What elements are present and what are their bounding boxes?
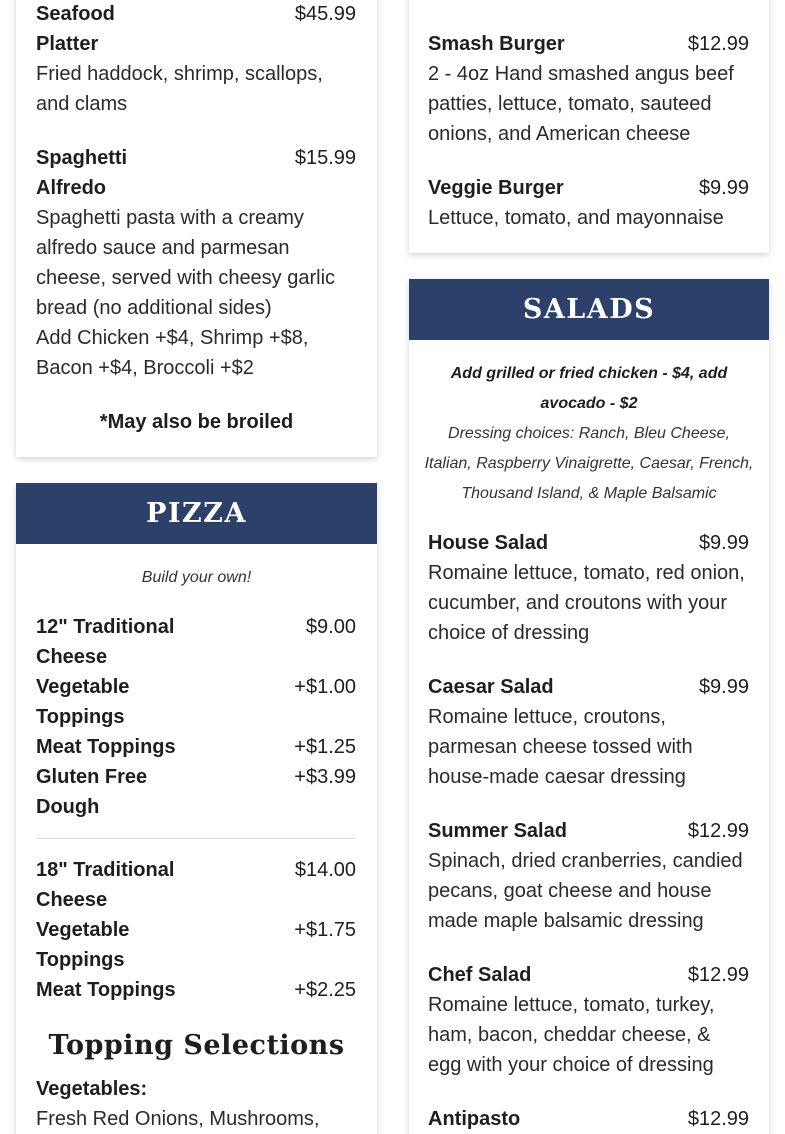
item-price: +$1.75 bbox=[294, 919, 356, 941]
item-price: +$2.25 bbox=[294, 979, 356, 1001]
pizza-12-group bbox=[36, 612, 356, 822]
item-name: Caesar Salad bbox=[428, 676, 554, 698]
item-name: Antipasto bbox=[428, 1108, 521, 1130]
menu-item-summer-salad bbox=[428, 816, 749, 936]
item-price: +$3.99 bbox=[294, 766, 356, 788]
item-name: Gluten Free Dough bbox=[36, 766, 148, 818]
item-name: House Salad bbox=[428, 532, 549, 554]
item-price: $15.99 bbox=[294, 147, 356, 169]
item-price: $9.99 bbox=[698, 676, 749, 698]
item-name: Seafood Platter bbox=[36, 3, 115, 55]
item-name: Smash Burger bbox=[428, 33, 565, 55]
menu-item-spaghetti-alfredo bbox=[36, 143, 356, 383]
pizza-divider bbox=[36, 838, 356, 839]
item-description: Romaine lettuce, croutons, parmesan cheese tossed with house-made caesar dressing bbox=[428, 706, 693, 788]
menu-item-antipasto bbox=[428, 1104, 749, 1134]
item-price: $12.99 bbox=[687, 33, 749, 55]
menu-item-chef-salad bbox=[428, 960, 749, 1080]
pizza-row bbox=[36, 672, 356, 732]
menu-item-seafood-platter bbox=[36, 0, 356, 119]
pizza-row bbox=[36, 732, 356, 762]
salads-dressing-note: Dressing choices: Ranch, Bleu Cheese, Italian, Raspberry Vinaigrette, Caesar, French, Thousand Island, & Maple Balsamic bbox=[424, 425, 754, 502]
menu-item-house-salad bbox=[428, 528, 749, 648]
salads-header: SALADS bbox=[409, 279, 769, 340]
item-name: Summer Salad bbox=[428, 820, 567, 842]
item-price: $14.00 bbox=[294, 859, 356, 881]
item-name: Meat Toppings bbox=[36, 736, 176, 758]
menu-item-caesar-salad bbox=[428, 672, 749, 792]
item-name: Meat Toppings bbox=[36, 979, 176, 1001]
item-description: Fried haddock, shrimp, scallops, and clams bbox=[36, 63, 323, 115]
item-description: Spaghetti pasta with a creamy alfredo sauce and parmesan cheese, served with cheesy garlic bread (no additional sides) bbox=[36, 207, 336, 319]
item-name: Spaghetti Alfredo bbox=[36, 147, 128, 199]
pizza-18-group bbox=[36, 855, 356, 1005]
item-price: $9.00 bbox=[305, 616, 356, 638]
burgers-card bbox=[409, 0, 769, 253]
item-price: +$1.25 bbox=[294, 736, 356, 758]
entrees-card bbox=[16, 0, 377, 457]
item-name: 12" Traditional Cheese bbox=[36, 616, 175, 668]
item-name: Veggie Burger bbox=[428, 177, 564, 199]
pizza-card bbox=[16, 483, 377, 1134]
item-price: +$1.00 bbox=[294, 676, 356, 698]
item-price: $9.99 bbox=[698, 177, 749, 199]
item-description: Spinach, dried cranberries, candied pecans, goat cheese and house made maple balsamic dressing bbox=[428, 850, 743, 932]
item-description: 2 - 4oz Hand smashed angus beef patties, lettuce, tomato, sauteed onions, and American cheese bbox=[428, 63, 734, 145]
item-price: $12.99 bbox=[687, 1108, 749, 1130]
item-name: Vegetable Toppings bbox=[36, 919, 130, 971]
item-price: $9.99 bbox=[698, 532, 749, 554]
pizza-row bbox=[36, 915, 356, 975]
pizza-header: PIZZA bbox=[16, 483, 377, 544]
item-name: Vegetable Toppings bbox=[36, 676, 130, 728]
item-description: Romaine lettuce, tomato, turkey, ham, bacon, cheddar cheese, & egg with your choice of dressing bbox=[428, 994, 715, 1076]
salads-addon-note: Add grilled or fried chicken - $4, add avocado - $2 bbox=[450, 365, 728, 412]
vegetables-label: Vegetables: bbox=[36, 1078, 148, 1100]
salads-card bbox=[409, 279, 769, 1134]
item-price: $45.99 bbox=[294, 3, 356, 25]
item-price: $12.99 bbox=[687, 964, 749, 986]
item-description: Lettuce, tomato, and mayonnaise bbox=[428, 207, 724, 229]
pizza-row bbox=[36, 612, 356, 672]
item-price: $12.99 bbox=[687, 820, 749, 842]
item-name: 18" Traditional Cheese bbox=[36, 859, 175, 911]
pizza-row bbox=[36, 855, 356, 915]
broil-footnote: *May also be broiled bbox=[99, 411, 294, 433]
topping-selections-title: Topping Selections bbox=[48, 1030, 345, 1061]
item-description: Romaine lettuce, tomato, red onion, cucumber, and croutons with your choice of dressing bbox=[428, 562, 745, 644]
pizza-row bbox=[36, 975, 356, 1005]
menu-item-veggie-burger bbox=[428, 173, 749, 233]
item-addons: Add Chicken +$4, Shrimp +$8, Bacon +$4, Broccoli +$2 bbox=[36, 327, 309, 379]
pizza-row bbox=[36, 762, 356, 822]
pizza-subtitle: Build your own! bbox=[141, 569, 252, 586]
vegetables-list: Fresh Red Onions, Mushrooms, bbox=[36, 1108, 320, 1130]
menu-item-smash-burger bbox=[428, 29, 749, 149]
item-name: Chef Salad bbox=[428, 964, 532, 986]
